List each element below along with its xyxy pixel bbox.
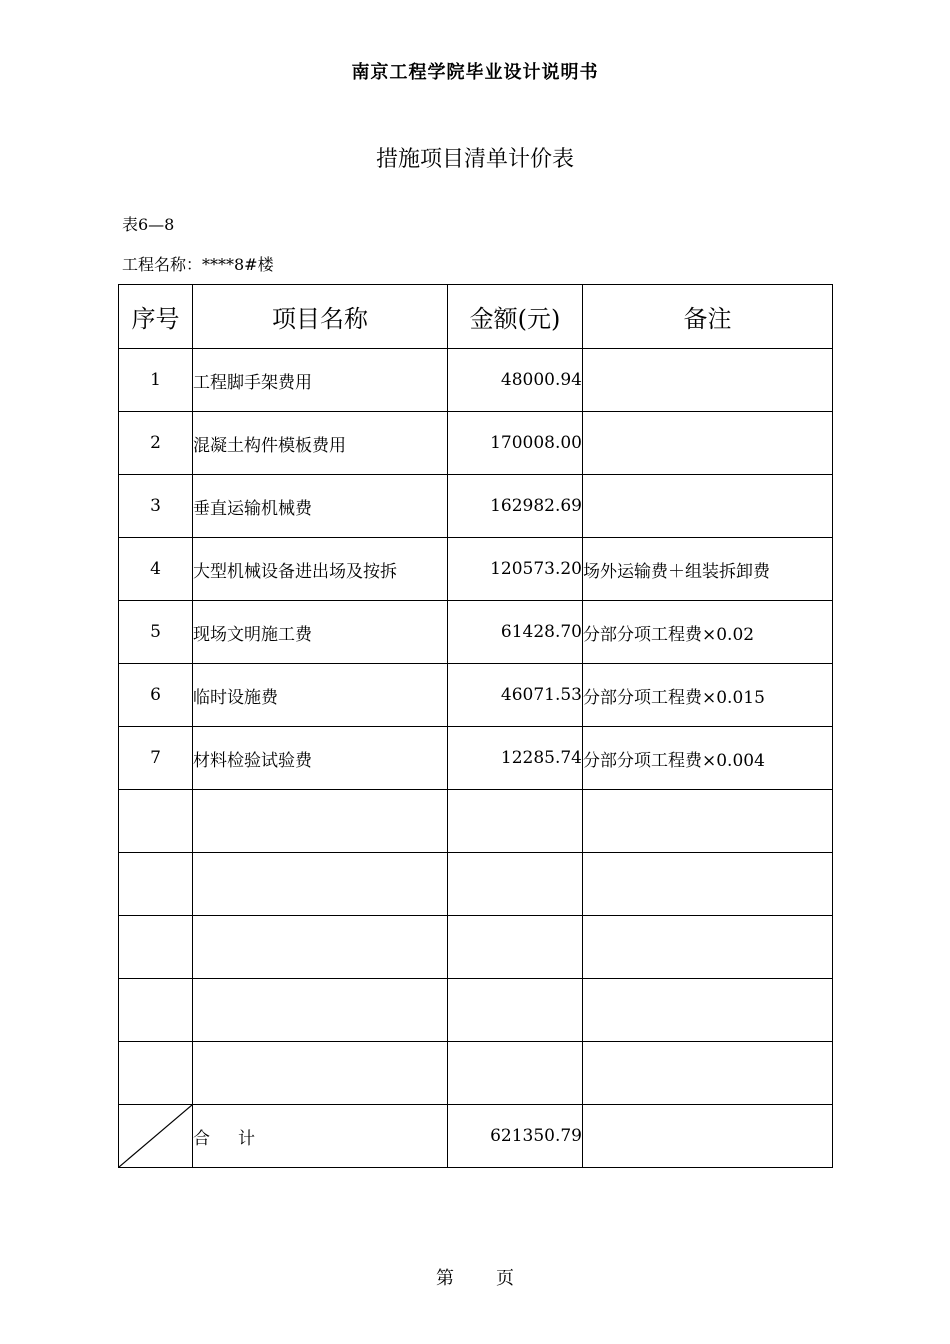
table-row <box>119 475 833 538</box>
row-amount <box>448 979 583 1042</box>
row-note <box>583 349 833 412</box>
row-note <box>583 790 833 853</box>
row-no: 6 <box>119 664 193 727</box>
table-number: 表6—8 <box>122 215 175 234</box>
document-title: 措施项目清单计价表 <box>375 147 574 172</box>
row-amount <box>448 916 583 979</box>
row-note <box>583 916 833 979</box>
table-row <box>119 979 833 1042</box>
total-label <box>193 1105 448 1168</box>
row-name: 临时设施费 <box>193 664 448 727</box>
row-name <box>193 916 448 979</box>
row-name: 垂直运输机械费 <box>193 475 448 538</box>
table-row <box>119 349 833 412</box>
header-no: 序号 <box>119 285 193 349</box>
project-name: 工程名称：****8#楼 <box>122 255 274 274</box>
header-note: 备注 <box>583 285 833 349</box>
row-no: 3 <box>119 475 193 538</box>
row-amount: 162982.69 <box>448 475 583 538</box>
total-diagonal-cell <box>119 1105 193 1168</box>
table-body <box>119 349 833 1168</box>
table-row <box>119 1042 833 1105</box>
table-row <box>119 727 833 790</box>
page-label-right: 页 <box>496 1268 514 1289</box>
total-label-right: 计 <box>238 1128 255 1149</box>
table-row <box>119 853 833 916</box>
table-header-row <box>119 285 833 349</box>
row-note <box>583 853 833 916</box>
row-name: 现场文明施工费 <box>193 601 448 664</box>
total-amount: 621350.79 <box>448 1105 583 1168</box>
diagonal-line <box>119 1105 192 1167</box>
row-no: 1 <box>119 349 193 412</box>
row-amount: 48000.94 <box>448 349 583 412</box>
row-note <box>583 1042 833 1105</box>
table-row <box>119 412 833 475</box>
table-row <box>119 601 833 664</box>
row-no: 7 <box>119 727 193 790</box>
row-amount: 46071.53 <box>448 664 583 727</box>
school-header: 南京工程学院毕业设计说明书 <box>351 62 599 83</box>
row-note: 场外运输费＋组装拆卸费 <box>583 538 833 601</box>
row-name <box>193 1042 448 1105</box>
row-no <box>119 916 193 979</box>
row-name: 混凝土构件模板费用 <box>193 412 448 475</box>
row-no <box>119 1042 193 1105</box>
total-row <box>119 1105 833 1168</box>
row-note <box>583 979 833 1042</box>
table-row <box>119 664 833 727</box>
table-row <box>119 790 833 853</box>
row-amount <box>448 1042 583 1105</box>
header-name: 项目名称 <box>193 285 448 349</box>
row-amount: 170008.00 <box>448 412 583 475</box>
row-name: 工程脚手架费用 <box>193 349 448 412</box>
row-no <box>119 853 193 916</box>
row-note: 分部分项工程费×0.02 <box>583 601 833 664</box>
row-name <box>193 853 448 916</box>
row-no <box>119 790 193 853</box>
header-amount: 金额(元) <box>448 285 583 349</box>
row-no: 2 <box>119 412 193 475</box>
row-note: 分部分项工程费×0.004 <box>583 727 833 790</box>
total-note <box>583 1105 833 1168</box>
table-row <box>119 538 833 601</box>
row-amount: 61428.70 <box>448 601 583 664</box>
row-amount: 12285.74 <box>448 727 583 790</box>
row-amount <box>448 853 583 916</box>
row-no: 4 <box>119 538 193 601</box>
table-row <box>119 916 833 979</box>
row-note: 分部分项工程费×0.015 <box>583 664 833 727</box>
row-name <box>193 790 448 853</box>
row-amount: 120573.20 <box>448 538 583 601</box>
page-footer <box>0 1264 950 1290</box>
row-no <box>119 979 193 1042</box>
row-name <box>193 979 448 1042</box>
measures-pricing-table <box>118 284 833 1168</box>
row-amount <box>448 790 583 853</box>
row-note <box>583 412 833 475</box>
row-note <box>583 475 833 538</box>
row-name: 材料检验试验费 <box>193 727 448 790</box>
total-label-left: 合 <box>193 1128 210 1149</box>
row-no: 5 <box>119 601 193 664</box>
page-label-left: 第 <box>436 1268 454 1289</box>
row-name: 大型机械设备进出场及按拆 <box>193 538 448 601</box>
